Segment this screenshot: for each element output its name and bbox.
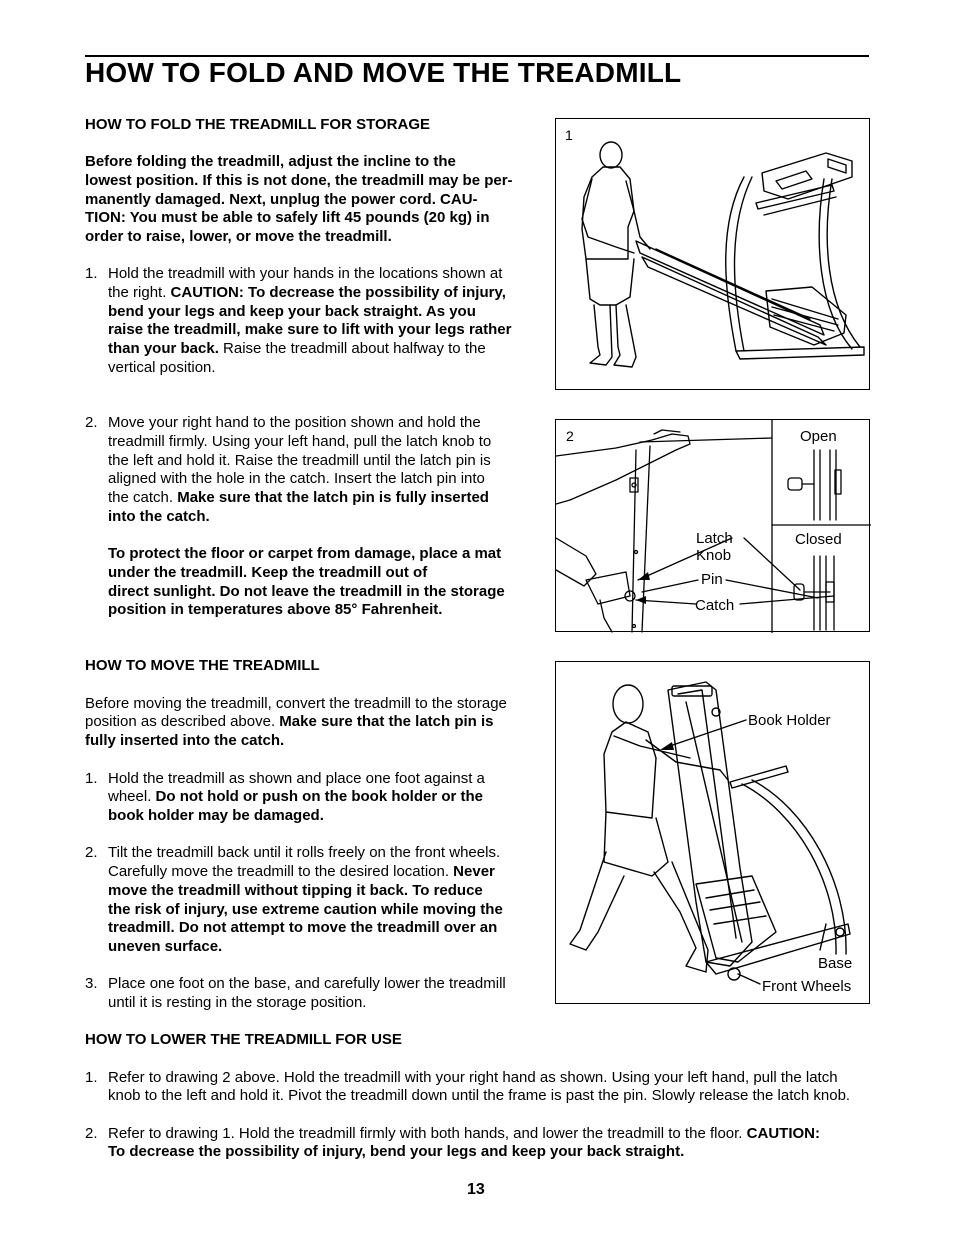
- fold-step1-line: than your back. Raise the treadmill about halfway to the: [108, 340, 486, 357]
- move-heading: HOW TO MOVE THE TREADMILL: [85, 657, 320, 674]
- pin-label: Pin: [701, 571, 723, 588]
- figure-2-drawing: [556, 420, 871, 633]
- book-holder-label: Book Holder: [748, 712, 831, 729]
- figure-1-number: 1: [565, 127, 573, 143]
- lower-step1-line: knob to the left and hold it. Pivot the treadmill down until the frame is past the pin. Slowly release the latch knob.: [108, 1087, 851, 1104]
- fold-step2-number: 2.: [85, 414, 98, 431]
- base-label: Base: [818, 955, 853, 972]
- move-step3-number: 3.: [85, 975, 98, 992]
- fold-heading: HOW TO FOLD THE TREADMILL FOR STORAGE: [85, 116, 430, 133]
- fold-step2-line: the catch. Make sure that the latch pin is fully inserted: [108, 489, 489, 506]
- fold-intro-line: Before folding the treadmill, adjust the incline to the: [85, 153, 456, 170]
- page-title: HOW TO FOLD AND MOVE THE TREADMILL: [85, 57, 682, 88]
- fold-step2-line: into the catch.: [108, 508, 210, 525]
- move-intro-line: Before moving the treadmill, convert the treadmill to the storage: [85, 695, 507, 712]
- fold-intro-line: manently damaged. Next, unplug the power cord. CAU-: [85, 191, 478, 208]
- move-step1-line: wheel. Do not hold or push on the book holder or the: [108, 788, 483, 805]
- figure-1-lifting-treadmill: [555, 118, 870, 390]
- move-step2-line: the risk of injury, use extreme caution while moving the: [108, 901, 503, 918]
- fold-step1-number: 1.: [85, 265, 98, 282]
- fold-intro-line: lowest position. If this is not done, the treadmill may be per-: [85, 172, 513, 189]
- fold-intro-line: order to raise, lower, or move the treadmill.: [85, 228, 392, 245]
- protect-line: direct sunlight. Do not leave the treadmill in the storage: [108, 583, 505, 600]
- fold-step1-line: raise the treadmill, make sure to lift with your legs rather: [108, 321, 512, 338]
- move-intro-line: position as described above. Make sure that the latch pin is: [85, 713, 494, 730]
- fold-step1-line: Hold the treadmill with your hands in the locations shown at: [108, 265, 503, 282]
- fold-intro-line: TION: You must be able to safely lift 45 pounds (20 kg) in: [85, 209, 490, 226]
- open-label: Open: [800, 428, 837, 445]
- figure-3-moving-treadmill: [555, 661, 870, 1004]
- lower-step1-number: 1.: [85, 1069, 98, 1086]
- catch-label: Catch: [695, 597, 735, 614]
- front-wheels-label: Front Wheels: [762, 978, 852, 995]
- lower-step2-line: Refer to drawing 1. Hold the treadmill firmly with both hands, and lower the treadmill to the floor. CAUTION:: [108, 1125, 820, 1142]
- move-step2-line: treadmill. Do not attempt to move the treadmill over an: [108, 919, 498, 936]
- closed-label: Closed: [795, 531, 842, 548]
- move-step1-line: Hold the treadmill as shown and place one foot against a: [108, 770, 485, 787]
- fold-step1-line: the right. CAUTION: To decrease the possibility of injury,: [108, 284, 506, 301]
- lower-step2-number: 2.: [85, 1125, 98, 1142]
- move-step3-line: until it is resting in the storage position.: [108, 994, 367, 1011]
- fold-step2-line: the left and hold it. Raise the treadmill until the latch pin is: [108, 452, 491, 469]
- lower-step2-line: To decrease the possibility of injury, bend your legs and keep your back straight.: [108, 1143, 685, 1160]
- move-step1-number: 1.: [85, 770, 98, 787]
- protect-line: To protect the floor or carpet from damage, place a mat: [108, 545, 502, 562]
- move-step2-line: Carefully move the treadmill to the desired location. Never: [108, 863, 495, 880]
- fold-step2-line: treadmill firmly. Using your left hand, pull the latch knob to: [108, 433, 492, 450]
- fold-step1-line: bend your legs and keep your back straight. As you: [108, 303, 476, 320]
- protect-line: under the treadmill. Keep the treadmill out of: [108, 564, 428, 581]
- fold-step2-line: aligned with the hole in the catch. Insert the latch pin into: [108, 470, 485, 487]
- figure-2-latch-detail: [555, 419, 870, 632]
- move-step2-number: 2.: [85, 844, 98, 861]
- move-step2-line: uneven surface.: [108, 938, 223, 955]
- move-step2-line: move the treadmill without tipping it back. To reduce: [108, 882, 483, 899]
- fold-step2-line: Move your right hand to the position shown and hold the: [108, 414, 481, 431]
- latch-label: Latch: [696, 530, 733, 547]
- page-number: 13: [467, 1181, 485, 1198]
- figure-3-drawing: [556, 662, 871, 1005]
- protect-line: position in temperatures above 85° Fahrenheit.: [108, 601, 443, 618]
- lower-heading: HOW TO LOWER THE TREADMILL FOR USE: [85, 1031, 402, 1048]
- fold-step1-line: vertical position.: [108, 359, 216, 376]
- figure-1-drawing: [556, 119, 871, 391]
- move-step2-line: Tilt the treadmill back until it rolls freely on the front wheels.: [108, 844, 501, 861]
- move-intro-line: fully inserted into the catch.: [85, 732, 285, 749]
- move-step1-line: book holder may be damaged.: [108, 807, 324, 824]
- move-step3-line: Place one foot on the base, and carefully lower the treadmill: [108, 975, 506, 992]
- knob-label: Knob: [696, 547, 732, 564]
- figure-2-number: 2: [566, 428, 574, 444]
- lower-step1-line: Refer to drawing 2 above. Hold the treadmill with your right hand as shown. Using your left hand, pull the latch: [108, 1069, 838, 1086]
